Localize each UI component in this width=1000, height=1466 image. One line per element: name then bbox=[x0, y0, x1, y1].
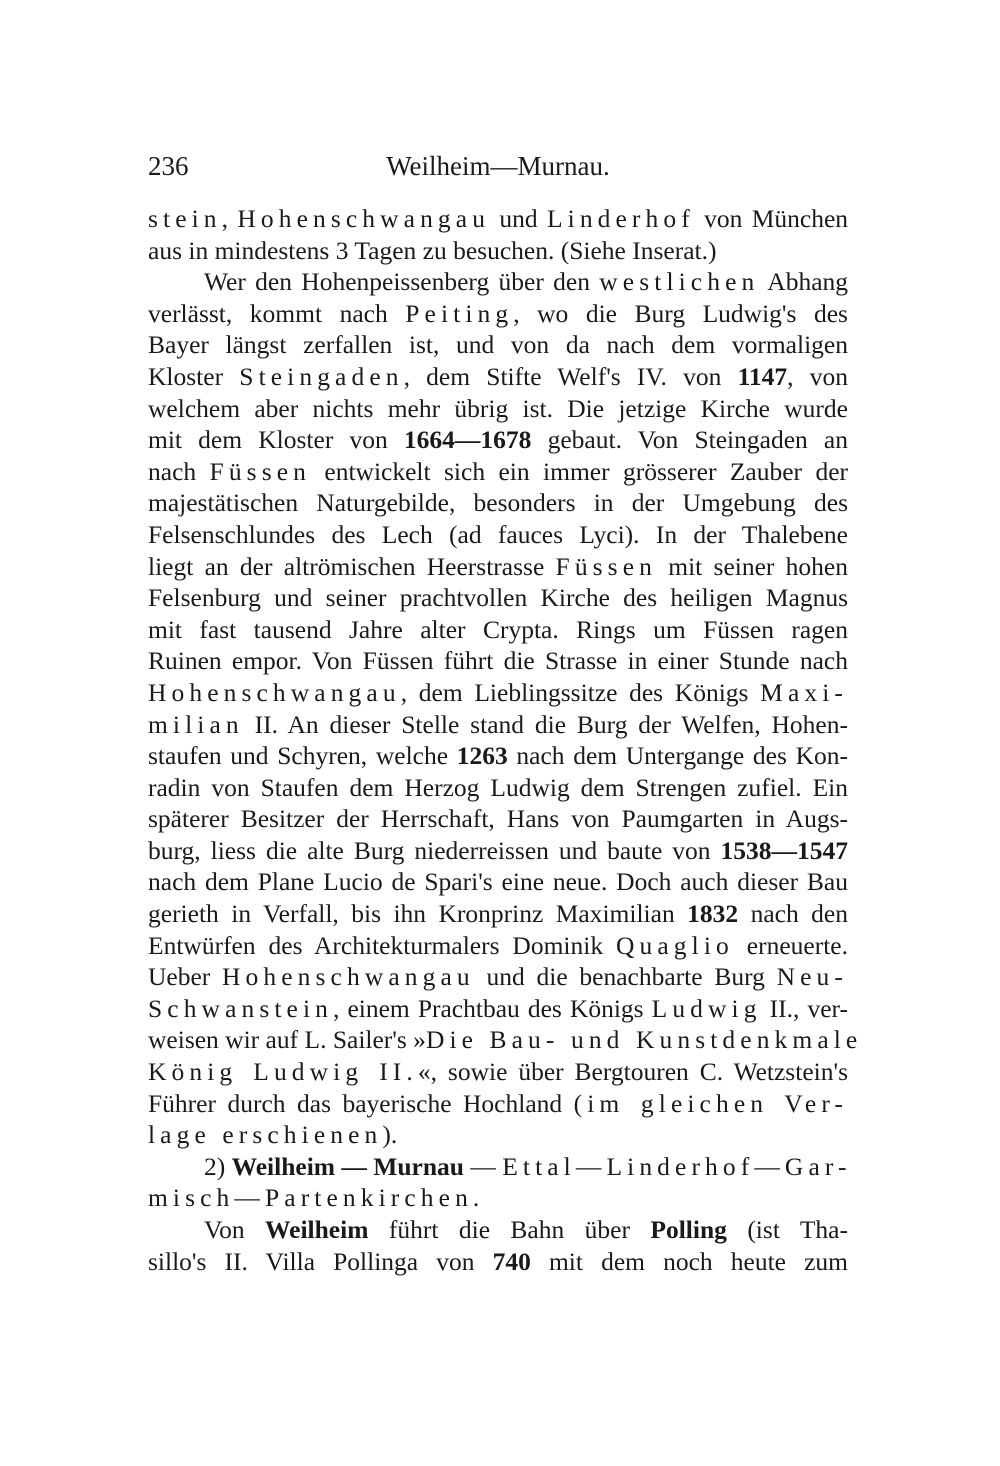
text-run: nach dem Plane Lucio de Spari's eine neue. Doch auch dieser Bau bbox=[148, 867, 848, 897]
text-line bbox=[148, 835, 848, 867]
text-line bbox=[148, 1119, 848, 1151]
text-run: und die benachbarte Burg bbox=[474, 962, 777, 992]
text-run: , wo die Burg Ludwig's des bbox=[513, 298, 848, 328]
text-line bbox=[148, 1214, 848, 1246]
text-run: gerieth in Verfall, bis ihn Kronprinz Maximilian bbox=[148, 899, 688, 929]
text-run: (ist Tha- bbox=[726, 1215, 848, 1244]
text-run: Führer durch das bayerische Hochland bbox=[148, 1088, 574, 1118]
text-run: burg, liess die alte Burg niederreissen und baute von bbox=[148, 835, 721, 865]
text-run: nach bbox=[148, 456, 210, 486]
text-run: Ueber bbox=[148, 962, 223, 992]
text-run: majestätischen Naturgebilde, besonders in der Umgebung des bbox=[148, 488, 848, 518]
text-run: von München bbox=[694, 204, 849, 233]
spaced-text: Die Bau- und Kunstdenkmale bbox=[425, 1025, 863, 1055]
text-line bbox=[148, 1056, 848, 1088]
text-line bbox=[148, 614, 848, 646]
text-run: Felsenschlundes des Lech (ad fauces Lyci). In der Thalebene bbox=[148, 519, 848, 549]
text-line bbox=[148, 898, 848, 930]
bold-text: 1263 bbox=[456, 741, 508, 771]
text-line bbox=[148, 1151, 852, 1183]
text-run: mit dem noch heute zum bbox=[530, 1246, 848, 1276]
text-line bbox=[148, 519, 848, 551]
bold-text: 740 bbox=[492, 1246, 531, 1276]
spaced-text: (im gleichen Ver- bbox=[573, 1088, 848, 1118]
text-run: mit seiner hohen bbox=[656, 551, 848, 581]
page-number: 236 bbox=[148, 151, 189, 181]
spaced-text: Maxi- bbox=[760, 677, 848, 707]
text-run: erneuerte. bbox=[733, 930, 848, 960]
text-run: mit fast tausend Jahre alter Crypta. Rings um Füssen ragen bbox=[148, 614, 848, 644]
text-line bbox=[148, 203, 848, 235]
bold-text: 1538—1547 bbox=[720, 835, 848, 865]
spaced-text: Schwanstein bbox=[148, 993, 333, 1023]
text-run: II., ver- bbox=[761, 993, 849, 1023]
text-run: nach den bbox=[738, 899, 848, 929]
text-line bbox=[148, 424, 848, 456]
spaced-text: lage erschienen bbox=[148, 1120, 383, 1150]
spaced-text: Linderhof bbox=[546, 204, 695, 233]
text-run: sillo's II. Villa Pollinga von bbox=[148, 1246, 493, 1276]
text-line bbox=[148, 930, 848, 962]
text-line bbox=[148, 1088, 848, 1120]
text-line bbox=[148, 1024, 863, 1056]
spaced-text: westlichen bbox=[599, 267, 760, 297]
text-line bbox=[148, 709, 848, 741]
text-line bbox=[148, 487, 848, 519]
text-run: verlässt, kommt nach bbox=[148, 298, 406, 328]
text-run: späterer Besitzer der Herrschaft, Hans von Paumgarten in Augs- bbox=[148, 804, 848, 834]
text-run: 2) bbox=[204, 1151, 232, 1181]
spaced-text: Neu- bbox=[776, 962, 848, 992]
text-line bbox=[148, 582, 848, 614]
text-run: Bayer längst zerfallen ist, und von da nach dem vormaligen bbox=[148, 330, 848, 360]
spaced-text: Hohenschwangau bbox=[237, 204, 491, 233]
text-run: mit dem Kloster von bbox=[148, 425, 404, 455]
bold-text: Weilheim bbox=[265, 1215, 369, 1244]
text-line bbox=[148, 677, 848, 709]
text-run: Von bbox=[204, 1215, 266, 1244]
body-text bbox=[148, 203, 863, 1277]
text-run: Kloster bbox=[148, 361, 240, 391]
text-line bbox=[148, 866, 848, 898]
spaced-text: Füssen bbox=[555, 551, 657, 581]
text-line bbox=[148, 298, 848, 330]
text-line bbox=[148, 393, 848, 425]
bold-text: Polling bbox=[650, 1215, 727, 1244]
spaced-text: milian bbox=[148, 709, 244, 739]
text-run: Abhang bbox=[759, 267, 849, 297]
spaced-text: Steingaden bbox=[239, 361, 404, 391]
spaced-text: Füssen bbox=[209, 456, 311, 486]
text-run: , dem Stifte Welf's IV. von bbox=[403, 361, 738, 391]
text-run: aus in mindestens 3 Tagen zu besuchen. (Siehe Inserat.) bbox=[148, 235, 717, 265]
text-line bbox=[148, 456, 848, 488]
spaced-text: misch—Partenkirchen. bbox=[148, 1183, 485, 1213]
bold-text: Weilheim — Murnau bbox=[231, 1151, 464, 1181]
text-run: radin von Staufen dem Herzog Ludwig dem Strengen zufiel. Ein bbox=[148, 772, 848, 802]
text-run: , einem Prachtbau des Königs bbox=[333, 993, 652, 1023]
text-run: entwickelt sich ein immer grösserer Zauber der bbox=[311, 456, 848, 486]
text-run: , bbox=[221, 204, 238, 233]
text-line bbox=[148, 361, 848, 393]
text-run: und bbox=[490, 204, 547, 233]
text-run: Wer den Hohenpeissenberg über den bbox=[204, 267, 600, 297]
text-run: liegt an der altrömischen Heerstrasse bbox=[148, 551, 556, 581]
spaced-text: Hohenschwangau bbox=[222, 962, 475, 992]
text-run: , dem Lieblingssitze des Königs bbox=[400, 677, 761, 707]
text-run: nach dem Untergange des Kon- bbox=[507, 741, 848, 771]
text-line bbox=[148, 551, 848, 583]
spaced-text: Quaglio bbox=[616, 930, 734, 960]
text-run: Felsenburg und seiner prachtvollen Kirche des heiligen Magnus bbox=[148, 583, 848, 613]
text-line bbox=[148, 266, 848, 298]
text-line bbox=[148, 993, 848, 1025]
text-line bbox=[148, 235, 848, 267]
text-run: weisen wir auf L. Sailer's » bbox=[148, 1025, 426, 1055]
text-line bbox=[148, 803, 848, 835]
text-line bbox=[148, 645, 848, 677]
page-header bbox=[148, 146, 848, 186]
text-line bbox=[148, 1246, 848, 1278]
text-run: gebaut. Von Steingaden an bbox=[531, 425, 848, 455]
text-run: führt die Bahn über bbox=[368, 1215, 651, 1244]
bold-text: 1832 bbox=[687, 899, 739, 929]
text-run: II. An dieser Stelle stand die Burg der Welfen, Hohen- bbox=[243, 709, 848, 739]
text-line bbox=[148, 740, 848, 772]
text-run: welchem aber nichts mehr übrig ist. Die jetzige Kirche wurde bbox=[148, 393, 848, 423]
spaced-text: Hohenschwangau bbox=[148, 677, 401, 707]
text-run: Entwürfen des Architekturmalers Dominik bbox=[148, 930, 617, 960]
spaced-text: König Ludwig II. bbox=[148, 1057, 418, 1087]
spaced-text: Peiting bbox=[405, 298, 514, 328]
text-line bbox=[148, 772, 848, 804]
text-run: «, sowie über Bergtouren C. Wetzstein's bbox=[417, 1057, 848, 1087]
text-run: Ruinen empor. Von Füssen führt die Strasse in einer Stunde nach bbox=[148, 646, 848, 676]
text-run: ). bbox=[382, 1120, 398, 1150]
text-run: , von bbox=[787, 361, 849, 391]
text-line bbox=[148, 961, 848, 993]
text-run: — bbox=[463, 1151, 503, 1181]
bold-text: 1664—1678 bbox=[403, 425, 532, 455]
bold-text: 1147 bbox=[737, 361, 788, 391]
text-line bbox=[148, 329, 848, 361]
spaced-text: stein bbox=[148, 204, 222, 233]
text-run: staufen und Schyren, welche bbox=[148, 741, 457, 771]
spaced-text: Ettal—Linderhof—Gar- bbox=[502, 1151, 852, 1181]
running-title: Weilheim—Murnau. bbox=[386, 151, 610, 181]
spaced-text: Ludwig bbox=[651, 993, 762, 1023]
text-line bbox=[148, 1182, 848, 1214]
